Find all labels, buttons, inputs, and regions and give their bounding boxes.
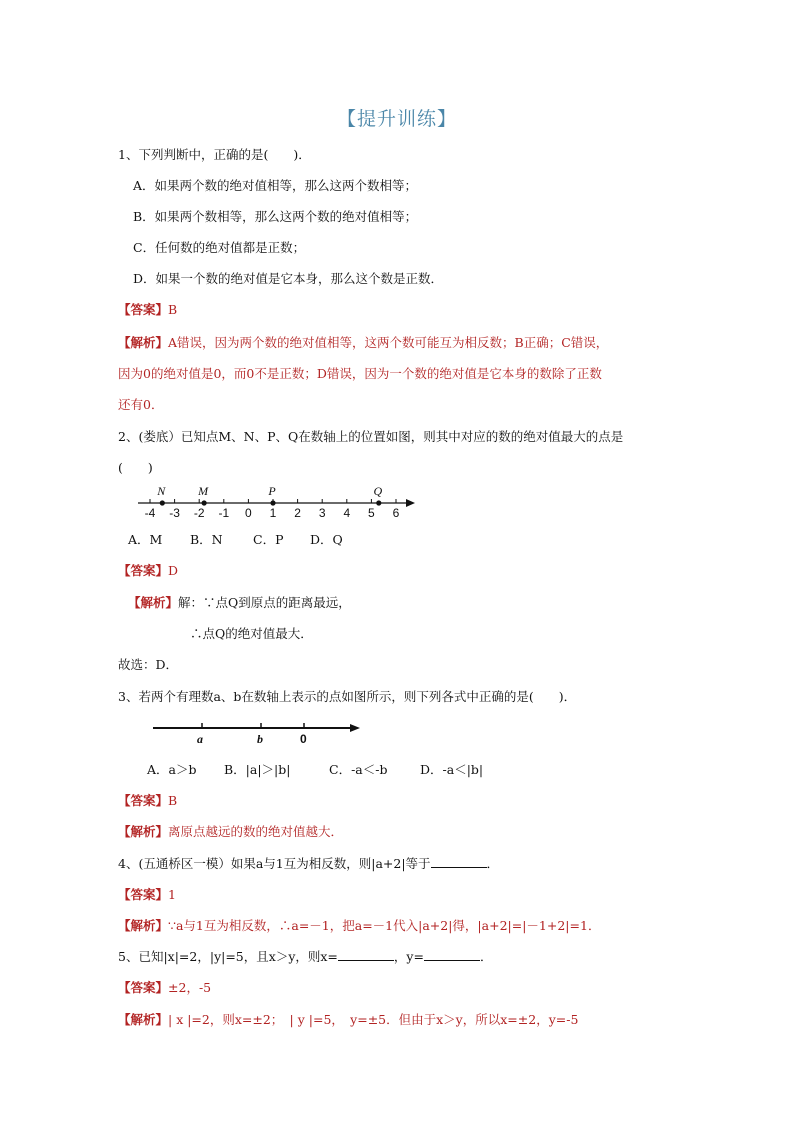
analysis-label: 【解析】	[118, 824, 169, 839]
q4-analysis: 【解析】∵a与1互为相反数，∴a=－1，把a=－1代入|a+2|得，|a+2|=|－1+2|=1．	[118, 918, 601, 933]
q1-analysis-line3: 还有0．	[118, 397, 164, 412]
point-label: P	[268, 484, 276, 498]
q3-option-c: C．-a＜-b	[329, 762, 388, 777]
q4-answer	[118, 886, 176, 904]
point-m	[202, 500, 207, 505]
tick-label: -4	[144, 506, 156, 520]
tick-label: -1	[218, 506, 230, 520]
tick-label: -2	[193, 506, 205, 520]
point-p	[270, 500, 275, 505]
q1-analysis-line1: 【解析】A错误，因为两个数的绝对值相等，这两个数可能互为相反数；B正确；C错误，	[118, 335, 609, 350]
answer-value: B	[168, 793, 178, 808]
q2-option-a: A．M	[128, 532, 163, 547]
q5-stem: 5、已知|x|=2，|y|=5，且x＞y，则x= ，y= ．	[118, 949, 493, 964]
page-title: 【提升训练】	[336, 108, 457, 130]
q1-analysis-line2: 因为0的绝对值是0，而0不是正数；D错误，因为一个数的绝对值是它本身的数除了正数	[118, 366, 602, 381]
q3-number-line	[150, 718, 365, 748]
answer-label: 【答案】	[118, 302, 169, 317]
q5-analysis: 【解析】| x |=2，则x=±2； | y |=5， y=±5．但由于x＞y，所以x=±2，y=-5	[118, 1012, 579, 1027]
answer-label: 【答案】	[118, 563, 169, 578]
q5-answer	[118, 979, 211, 997]
tick-label: 2	[294, 506, 301, 520]
q2-number-line	[135, 480, 425, 522]
answer-blank-y	[424, 948, 480, 961]
q3-analysis: 【解析】离原点越远的数的绝对值越大．	[118, 824, 344, 839]
analysis-label: 【解析】	[118, 918, 169, 933]
point-label: N	[157, 484, 166, 498]
point-label: M	[198, 484, 209, 498]
analysis-label: 【解析】	[118, 335, 169, 350]
point-label: Q	[373, 484, 383, 498]
tick-label: -3	[169, 506, 180, 520]
answer-value: ±2，-5	[168, 980, 212, 995]
tick-label: 5	[368, 506, 375, 520]
q3-option-b: B．|a|＞|b|	[224, 762, 291, 777]
answer-blank-x	[338, 948, 394, 961]
answer-label: 【答案】	[118, 887, 169, 902]
q1-option-a: A．如果两个数的绝对值相等，那么这两个数相等；	[133, 178, 418, 193]
q3-answer	[118, 792, 177, 810]
q2-conclusion: 故选：D．	[118, 657, 179, 672]
point-q	[376, 500, 381, 505]
q1-stem: 1、下列判断中，正确的是( )．	[118, 147, 311, 162]
tick-label: 6	[392, 506, 400, 520]
point-n	[160, 500, 165, 505]
q2-option-c: C．P	[253, 532, 284, 547]
q1-option-c: C．任何数的绝对值都是正数；	[133, 240, 306, 255]
q1-option-b: B．如果两个数相等，那么这两个数的绝对值相等；	[133, 209, 418, 224]
answer-label: 【答案】	[118, 793, 169, 808]
label-b: b	[257, 732, 263, 746]
answer-blank	[431, 855, 487, 868]
q3-option-d: D．-a＜|b|	[420, 762, 484, 777]
q1-answer	[118, 301, 177, 319]
q2-stem-line2: ( )	[118, 460, 153, 475]
q2-option-d: D．Q	[310, 532, 343, 547]
q2-analysis-line1: 【解析】解：∵点Q到原点的距离最远，	[128, 595, 351, 610]
tick-label: 4	[343, 506, 351, 520]
answer-value: 1	[168, 887, 176, 902]
answer-label: 【答案】	[118, 980, 169, 995]
axis-arrow	[350, 724, 360, 732]
q2-analysis-line2: ∴点Q的绝对值最大．	[190, 626, 313, 641]
analysis-label: 【解析】	[128, 595, 179, 610]
q4-stem: 4、(五通桥区一模）如果a与1互为相反数，则|a+2|等于 ．	[118, 856, 500, 871]
answer-value: D	[168, 563, 179, 578]
q3-option-a: A．a＞b	[147, 762, 197, 777]
q3-stem: 3、若两个有理数a、b在数轴上表示的点如图所示，则下列各式中正确的是( )．	[118, 689, 577, 704]
tick-label: 0	[245, 506, 252, 520]
label-a: a	[197, 732, 203, 746]
tick-label: 1	[269, 506, 277, 520]
tick-label: 3	[318, 506, 326, 520]
q2-option-b: B．N	[190, 532, 223, 547]
q2-stem-line1: 2、(娄底）已知点M、N、P、Q在数轴上的位置如图，则其中对应的数的绝对值最大的点是	[118, 429, 624, 444]
analysis-label: 【解析】	[118, 1012, 169, 1027]
label-zero: 0	[300, 732, 307, 746]
q1-option-d: D．如果一个数的绝对值是它本身，那么这个数是正数．	[133, 271, 444, 286]
axis-arrow	[406, 499, 415, 507]
q2-answer	[118, 562, 178, 580]
answer-value: B	[168, 302, 178, 317]
